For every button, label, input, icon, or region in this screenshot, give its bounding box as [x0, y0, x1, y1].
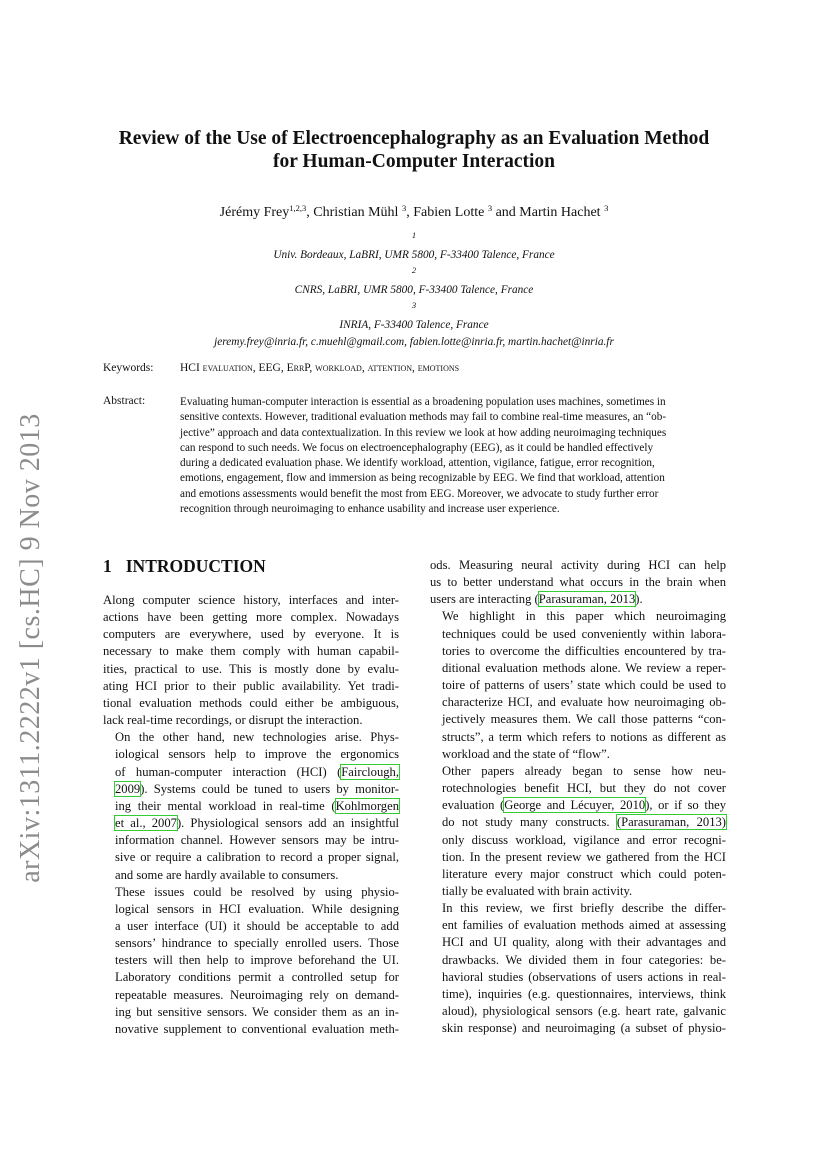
affiliation-line — [90, 229, 738, 264]
author-affil-sup: 3 — [604, 203, 609, 213]
abstract-line: Evaluating human-computer interaction is essential as a broadening population uses machines, sometimes in — [180, 396, 666, 408]
text-line: ent families of evaluation methods aimed at assessing — [442, 918, 726, 933]
text-line: and some are hardly available to consumers. — [115, 867, 339, 882]
paragraph — [103, 884, 399, 1038]
citation-link[interactable]: George and Lécuyer, 2010 — [504, 798, 646, 813]
text-line: tially be evaluated with brain activity. — [442, 883, 633, 898]
right-column — [430, 557, 726, 1037]
text-line: aloud), physiological sensors (e.g. heart rate, galvanic — [442, 1004, 726, 1019]
abstract-line: jective” approach and data contextualization. In this review we look at how adding neuroimaging techniques — [180, 426, 667, 439]
text-line: toire of patterns of users’ state which could be used to — [442, 678, 726, 693]
text-line: only discuss workload, vigilance and error recogni- — [442, 832, 726, 847]
text-line — [103, 815, 399, 832]
text-run: ). Physiological sensors add an insightful — [176, 816, 399, 831]
text-run: do not study many constructs. — [442, 815, 617, 830]
author-name: , Fabien Lotte — [406, 205, 485, 220]
text-line: lack real-time recordings, or disrupt the interaction. — [103, 713, 363, 728]
text-line: ditional evaluation methods alone. We review a reper- — [442, 660, 726, 675]
affiliation-line — [90, 299, 738, 334]
text-line: necessary to make them comply with human capabil- — [103, 644, 399, 659]
text-line: us to better understand what occurs in the brain when — [430, 575, 726, 590]
text-line: Other papers already began to sense how neu- — [442, 763, 726, 778]
text-line: Along computer science history, interfaces and inter- — [103, 593, 399, 607]
paragraph — [103, 592, 399, 729]
section-heading — [103, 556, 266, 577]
text-line: logical sensors in HCI evaluation. While designing — [115, 901, 399, 916]
text-line: havioral studies (observations of users actions in real- — [442, 969, 726, 984]
title-line: for Human-Computer Interaction — [272, 151, 555, 172]
text-run: ing their mental workload in real-time ( — [115, 798, 336, 813]
affiliation-sup: 1 — [411, 230, 417, 240]
text-line: ities, practical to use. This is mostly done by evalu- — [103, 661, 399, 676]
affiliation-line — [90, 264, 738, 299]
affiliation-text: CNRS, LaBRI, UMR 5800, F-33400 Talence, France — [294, 283, 534, 296]
text-line: Laboratory conditions permit a controlled setup for — [115, 970, 399, 985]
author-affil-sup: 3 — [487, 203, 493, 213]
text-line: workload and the state of “flow”. — [442, 746, 610, 761]
section-number: 1 — [103, 556, 112, 576]
text-line: ods. Measuring neural activity during HCI can help — [430, 558, 726, 572]
text-line: a user interface (UI) it should be acceptable to add — [115, 918, 399, 933]
keywords-text: HCI evaluation, EEG, ErrP, workload, attention, emotions — [180, 362, 460, 374]
text-line — [103, 781, 399, 798]
text-line: novative supplement to conventional evaluation meth- — [115, 1021, 399, 1036]
text-line: rotechnologies benefit HCI, but they do not cover — [442, 781, 726, 796]
text-line: In this review, we first briefly describe the differ- — [442, 901, 726, 916]
abstract-line: and emotions assessments would benefit the most from EEG. Moreover, we advocate to study further error — [180, 487, 659, 500]
text-line: We highlight in this paper which neuroimaging — [442, 609, 726, 624]
text-run: of human-computer interaction (HCI) ( — [115, 764, 342, 779]
paragraph — [430, 557, 726, 608]
text-line: iological sensors help to improve the ergonomics — [115, 747, 399, 762]
citation-link[interactable]: Fairclough, — [341, 764, 399, 779]
citation-link[interactable]: Kohlmorgen — [335, 798, 399, 813]
abstract-label: Abstract: — [103, 395, 146, 407]
arxiv-id-text: arXiv:1311.2222v1 [cs.HC] 9 Nov 2013 — [15, 412, 46, 883]
affiliation-sup: 2 — [411, 265, 417, 275]
text-line — [103, 764, 399, 781]
text-line: structs”, a term which refers to notions as different as — [442, 729, 726, 744]
abstract-body — [180, 395, 726, 517]
paragraph — [430, 763, 726, 900]
abstract-line: during a dedicated evaluation phase. We identify workload, attention, vigilance, fatigue, error recognition, — [180, 457, 655, 470]
text-line — [430, 814, 726, 831]
section-title: INTRODUCTION — [125, 556, 266, 576]
text-line: computers are everywhere, used by everyone. It is — [103, 627, 399, 642]
author-affil-sup: 1,2,3 — [289, 203, 307, 213]
affiliation-text: Univ. Bordeaux, LaBRI, UMR 5800, F-33400 Talence, France — [273, 248, 555, 261]
text-run: users are interacting ( — [430, 592, 539, 607]
text-line: On the other hand, new technologies arise. Phys- — [115, 730, 399, 745]
author-name: Jérémy Frey — [219, 205, 290, 220]
author-list — [90, 205, 738, 221]
paragraph — [430, 608, 726, 762]
text-line: tional evaluation methods could either be ambiguous, — [103, 695, 399, 710]
abstract-line: can respond to such needs. We focus on electroencephalography (EEG), as it could be handled effectively — [180, 441, 654, 454]
abstract-line: emotions, engagement, flow and immersion as being recognizable by EEG. We find that workload, attention — [180, 472, 665, 485]
text-line: tion. In the present review we gathered from the HCI — [442, 849, 726, 864]
citation-link[interactable]: 2009 — [115, 781, 141, 796]
paragraph — [103, 729, 399, 883]
text-line: ating HCI prior to their public availability. Yet tradi- — [103, 678, 399, 693]
text-run: ). — [635, 592, 643, 607]
text-line: literature every major construct which could poten- — [442, 866, 726, 881]
text-line: information channel. However sensors may be intru- — [115, 833, 399, 848]
text-line: skin response) and neuroimaging (a subset of physio- — [442, 1021, 726, 1036]
text-line — [430, 591, 726, 608]
citation-link[interactable]: et al., 2007 — [115, 816, 177, 831]
text-run: ), or if so they — [645, 798, 727, 813]
title-line: Review of the Use of Electroencephalography as an Evaluation Method — [118, 128, 710, 149]
text-line: repeatable measures. Neuroimaging rely on demand- — [115, 987, 399, 1002]
abstract-line: recognition through neuroimaging to enhance usability and increase user experience. — [180, 503, 560, 516]
author-name: , Christian Mühl — [306, 205, 399, 220]
citation-link[interactable]: (Parasuraman, 2013) — [616, 815, 726, 830]
affiliation-sup: 3 — [411, 300, 417, 310]
text-line: characterize HCI, and evaluate how neuroimaging ob- — [442, 695, 726, 710]
left-column — [103, 592, 399, 1038]
keywords-label: Keywords: — [103, 362, 154, 374]
text-run: evaluation ( — [442, 798, 505, 813]
text-line: sensors’ hindrance to specially enrolled users. Those — [115, 936, 399, 951]
paragraph — [430, 900, 726, 1037]
arxiv-identifier — [10, 375, 52, 920]
citation-link[interactable]: Parasuraman, 2013 — [538, 592, 636, 607]
text-line: drawbacks. We divided them in four categories: be- — [442, 952, 726, 967]
text-line: tories to overcome the difficulties encountered by tra- — [442, 643, 726, 658]
text-line: jectively measures them. We call those patterns “con- — [442, 712, 726, 727]
text-line: actions have been getting more complex. Nowadays — [103, 610, 399, 625]
text-line — [103, 798, 399, 815]
text-line: time), inquiries (e.g. questionnaires, interviews, think — [442, 986, 726, 1001]
abstract-line: sensitive contexts. However, traditional evaluation methods may fail to combine real-time measures, an “ob- — [180, 411, 667, 424]
author-affil-sup: 3 — [401, 203, 407, 213]
text-line: HCI and UI quality, along with their advantages and — [442, 935, 726, 950]
text-line — [430, 797, 726, 814]
text-line: ing but sensitive sensors. We consider them as an in- — [115, 1004, 399, 1019]
affiliation-text: INRIA, F-33400 Talence, France — [339, 318, 489, 331]
text-line: testers will then help to improve beforehand the UI. — [115, 953, 399, 968]
affiliations — [90, 229, 738, 352]
author-emails: jeremy.frey@inria.fr, c.muehl@gmail.com, fabien.lotte@inria.fr, martin.hachet@inria.fr — [214, 336, 614, 348]
author-name: and Martin Hachet — [495, 205, 601, 220]
text-line: sive or require a calibration to record a proper signal, — [115, 850, 399, 865]
text-line: techniques could be used conveniently within labora- — [442, 626, 726, 641]
paper-title — [90, 127, 738, 173]
text-run: ). Systems could be tuned to users by monitor- — [140, 781, 399, 796]
text-line: These issues could be resolved by using physio- — [115, 884, 399, 899]
